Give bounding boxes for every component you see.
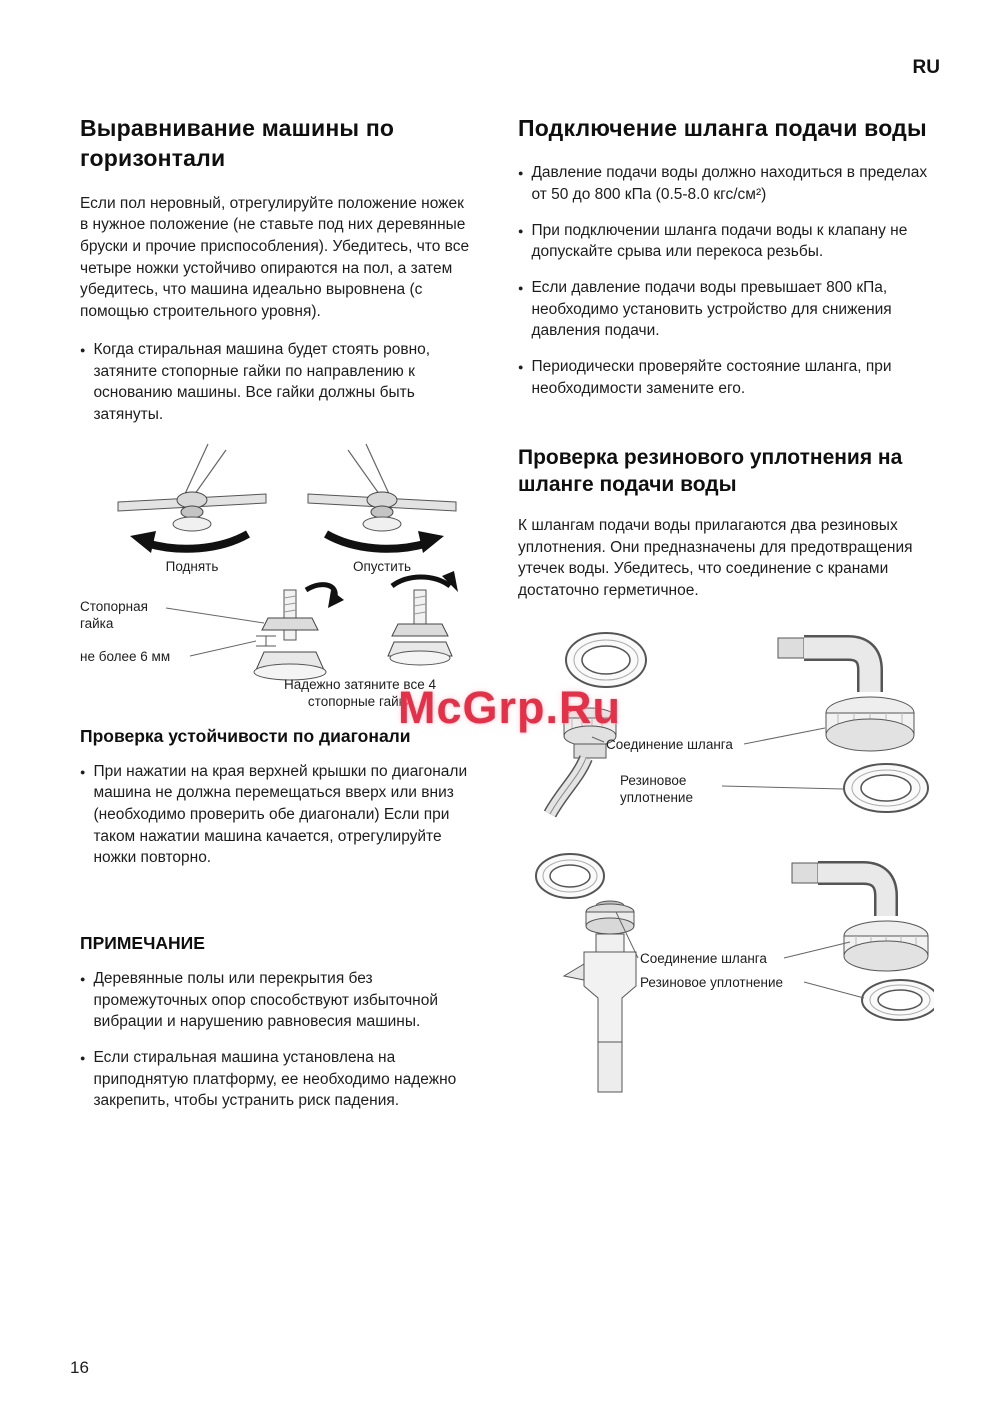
leveling-bullet-text: Когда стиральная машина будет стоять ровно, затяните стопорные гайки по направлению к основанию машины. Все гайки должны быть затянуты. — [93, 340, 431, 423]
water-supply-bullet-3-text: Если давление подачи воды превышает 800 кПа, необходимо установить устройство для снижения давления подачи. — [531, 279, 892, 340]
label-raise: Поднять — [165, 558, 219, 574]
section-title-note: ПРИМЕЧАНИЕ — [80, 933, 205, 954]
label-rubber-seal-2: Резиновое уплотнение — [640, 974, 784, 990]
bullet-dot-icon: ● — [80, 344, 86, 355]
label-lock-nut: Стопорная гайка — [80, 598, 148, 631]
language-badge: RU — [912, 57, 940, 78]
label-lower: Опустить — [352, 558, 412, 574]
bullet-dot-icon: ● — [80, 974, 86, 985]
label-tighten-all: Надежно затяните все 4 стопорные гайки — [284, 676, 436, 709]
bullet-dot-icon: ● — [518, 168, 524, 179]
note-bullet-2 — [80, 1047, 474, 1112]
left-column — [80, 113, 474, 1126]
label-hose-connection-1: Соединение шланга — [606, 736, 733, 752]
note-bullet-2-text: Если стиральная машина установлена на приподнятую платформу, ее необходимо надежно закрепить, чтобы устранить риск падения. — [93, 1049, 457, 1110]
hose-seal-drawing — [518, 618, 934, 830]
water-supply-bullet-2 — [518, 220, 934, 263]
water-supply-bullet-1 — [518, 162, 934, 205]
bullet-dot-icon: ● — [80, 1053, 86, 1064]
water-supply-bullet-4-text: Периодически проверяйте состояние шланга, при необходимости замените его. — [531, 358, 892, 397]
site-watermark: McGrp.Ru — [398, 682, 622, 733]
water-supply-bullet-2-text: При подключении шланга подачи воды к клапану не допускайте срыва или перекоса резьбы. — [531, 221, 908, 261]
label-rubber-seal-1: Резиновое уплотнение — [620, 772, 693, 805]
bullet-dot-icon: ● — [518, 362, 524, 373]
figure-faucet-seal — [518, 848, 934, 1100]
label-max-gap: не более 6 мм — [80, 648, 171, 664]
water-supply-bullet-3 — [518, 277, 934, 342]
page-number: 16 — [70, 1358, 89, 1377]
section-title-water-supply: Подключение шланга подачи воды — [518, 115, 927, 141]
figure-hose-seal — [518, 618, 934, 830]
bullet-dot-icon: ● — [518, 283, 524, 294]
section-title-diagonal: Проверка устойчивости по диагонали — [80, 725, 411, 746]
label-hose-connection-2: Соединение шланга — [640, 950, 767, 966]
diagonal-bullet-text: При нажатии на края верхней крышки по диагонали машина не должна перемещаться вверх или вниз (необходимо проверить обе диагонали) Если при таком нажатии машина качается, отрегулируйте ножки повторно. — [93, 762, 468, 867]
note-bullet-1-text: Деревянные полы или перекрытия без промежуточных опор способствуют избыточной вибрации и нарушению равновесия машины. — [93, 970, 438, 1031]
rubber-seal-intro: К шлангам подачи воды прилагаются два резиновых уплотнения. Они предназначены для предотвращения утечек воды. Убедитесь, что соединение с кранами достаточно герметичное. — [518, 516, 913, 600]
section-title-leveling: Выравнивание машины по горизонтали — [80, 115, 395, 172]
leveling-bullet — [80, 339, 474, 426]
leveling-intro: Если пол неровный, отрегулируйте положение ножек в нужное положение (не ставьте под них деревянные бруски и прочие приспособления). Убедитесь, что все четыре ножки устойчиво опираются на пол, а затем убедитесь, что машина идеально выровнена (с помощью строительного уровня). — [80, 194, 470, 321]
note-bullet-1 — [80, 968, 474, 1033]
figure-leveling-feet — [80, 440, 474, 708]
right-column — [518, 113, 934, 1100]
water-supply-bullet-4 — [518, 356, 934, 399]
bullet-dot-icon: ● — [518, 225, 524, 236]
bullet-dot-icon: ● — [80, 766, 86, 777]
diagonal-bullet — [80, 761, 474, 869]
water-supply-bullet-1-text: Давление подачи воды должно находиться в пределах от 50 до 800 кПа (0.5-8.0 кгс/см²) — [531, 164, 928, 204]
section-title-rubber-seal: Проверка резинового уплотнения на шланге подачи воды — [518, 445, 903, 497]
